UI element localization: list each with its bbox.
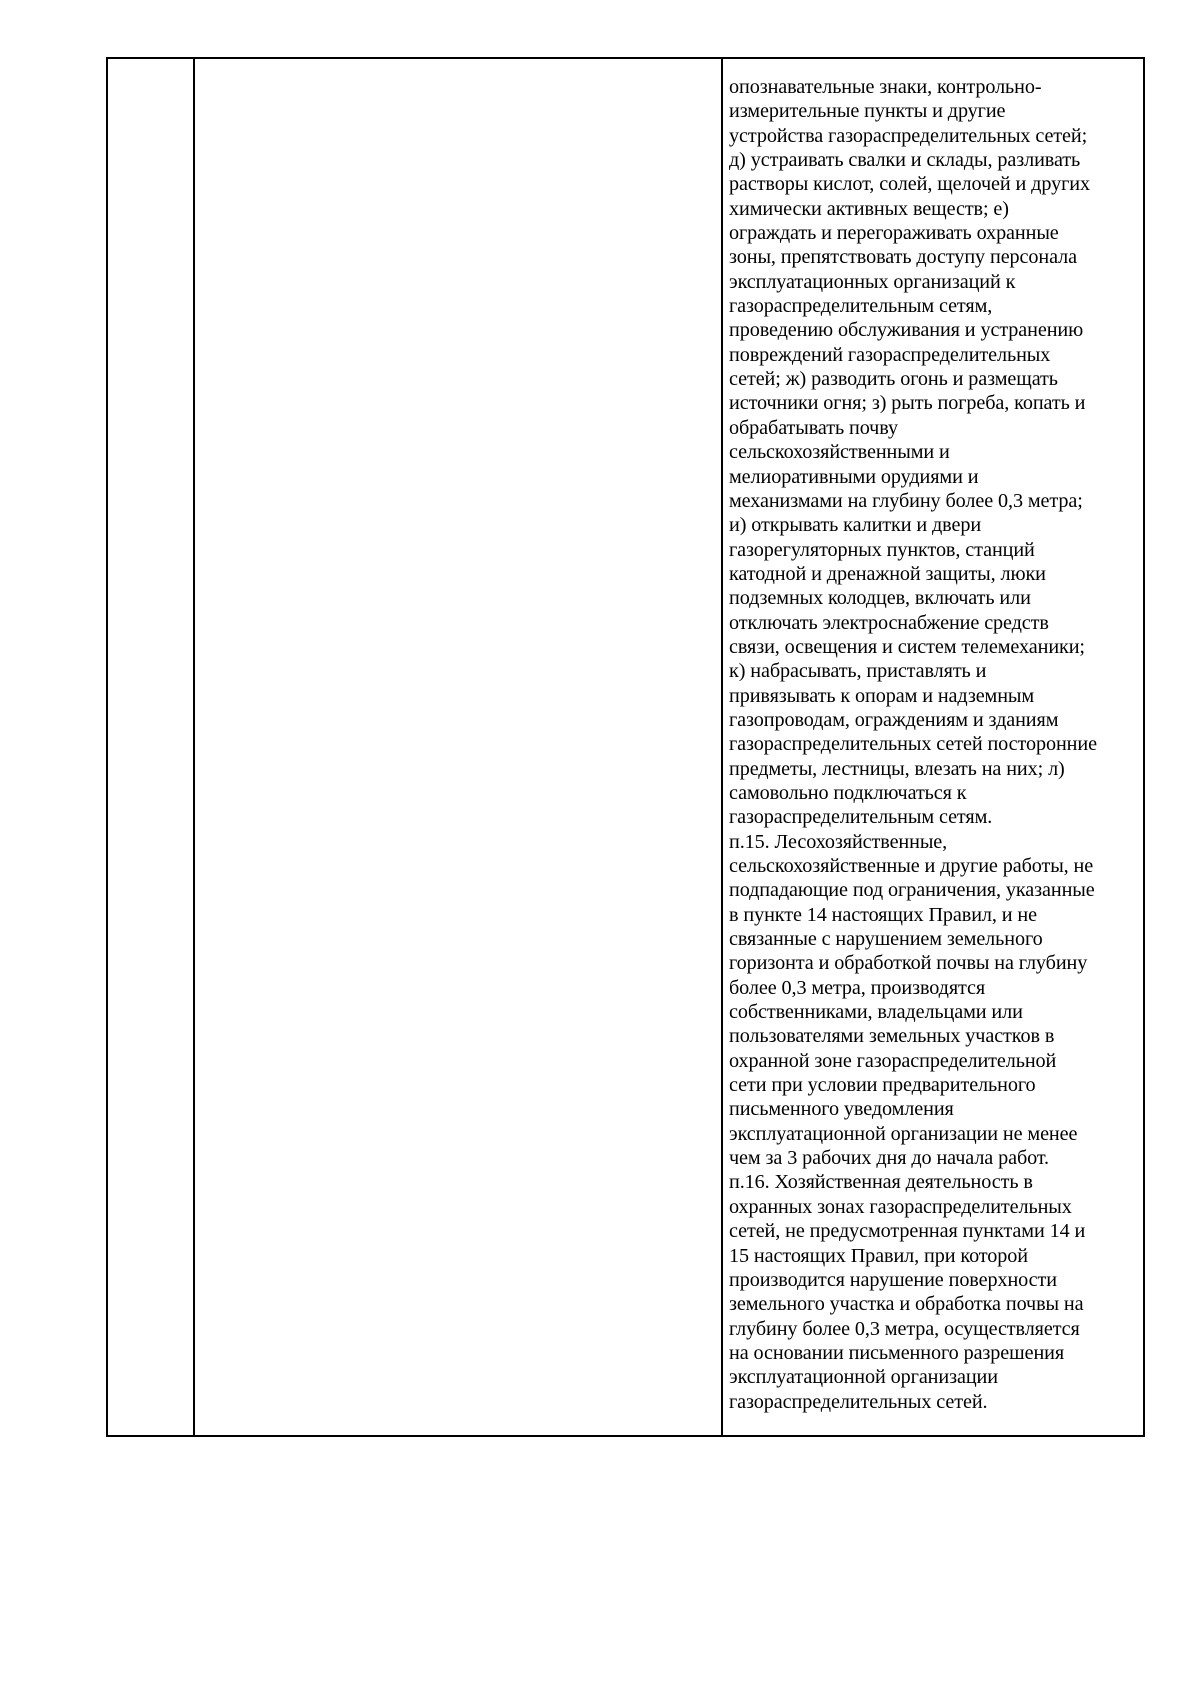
middle-cell xyxy=(194,58,722,1436)
number-cell xyxy=(107,58,194,1436)
paragraph-restrictions-continued: опознавательные знаки, контрольно- измерительные пункты и другие устройства газораспределительных сетей; д) устраивать свалки и склады, разливать растворы кислот, солей, щелочей и других химически активных веществ; е) ограждать и перегораживать охранные зоны, препятствовать доступу персонала эксплуатационных организаций к газораспределительным сетям, проведению обслуживания и устранению повреждений газораспределительных сетей; ж) разводить огонь и размещать источники огня; з) рыть погреба, копать и обрабатывать почву сельскохозяйственными и мелиоративными орудиями и механизмами на глубину более 0,3 метра; и) открывать калитки и двери газорегуляторных пунктов, станций катодной и дренажной защиты, люки подземных колодцев, включать или отключать электроснабжение средств связи, освещения и систем телемеханики; к) набрасывать, приставлять и привязывать к опорам и надземным газопроводам, ограждениям и зданиям газораспределительных сетей посторонние предметы, лестницы, влезать на них; л) самовольно подключаться к газораспределительным сетям. xyxy=(729,76,1097,829)
text-cell xyxy=(722,58,1144,1436)
document-table xyxy=(106,57,1145,1437)
paragraph-item-16: п.16. Хозяйственная деятельность в охранных зонах газораспределительных сетей, не предусмотренная пунктами 14 и 15 настоящих Правил, при которой производится нарушение поверхности земельного участка и обработка почвы на глубину более 0,3 метра, осуществляется на основании письменного разрешения эксплуатационной организации газораспределительных сетей. xyxy=(729,1171,1086,1413)
text-cell-content xyxy=(723,59,1143,1420)
paragraph-item-15: п.15. Лесохозяйственные, сельскохозяйственные и другие работы, не подпадающие под ограничения, указанные в пункте 14 настоящих Правил, и не связанные с нарушением земельного горизонта и обработкой почвы на глубину более 0,3 метра, производятся собственниками, владельцами или пользователями земельных участков в охранной зоне газораспределительной сети при условии предварительного письменного уведомления эксплуатационной организации не менее чем за 3 рабочих дня до начала работ. xyxy=(729,830,1095,1170)
table-row xyxy=(107,58,1144,1436)
